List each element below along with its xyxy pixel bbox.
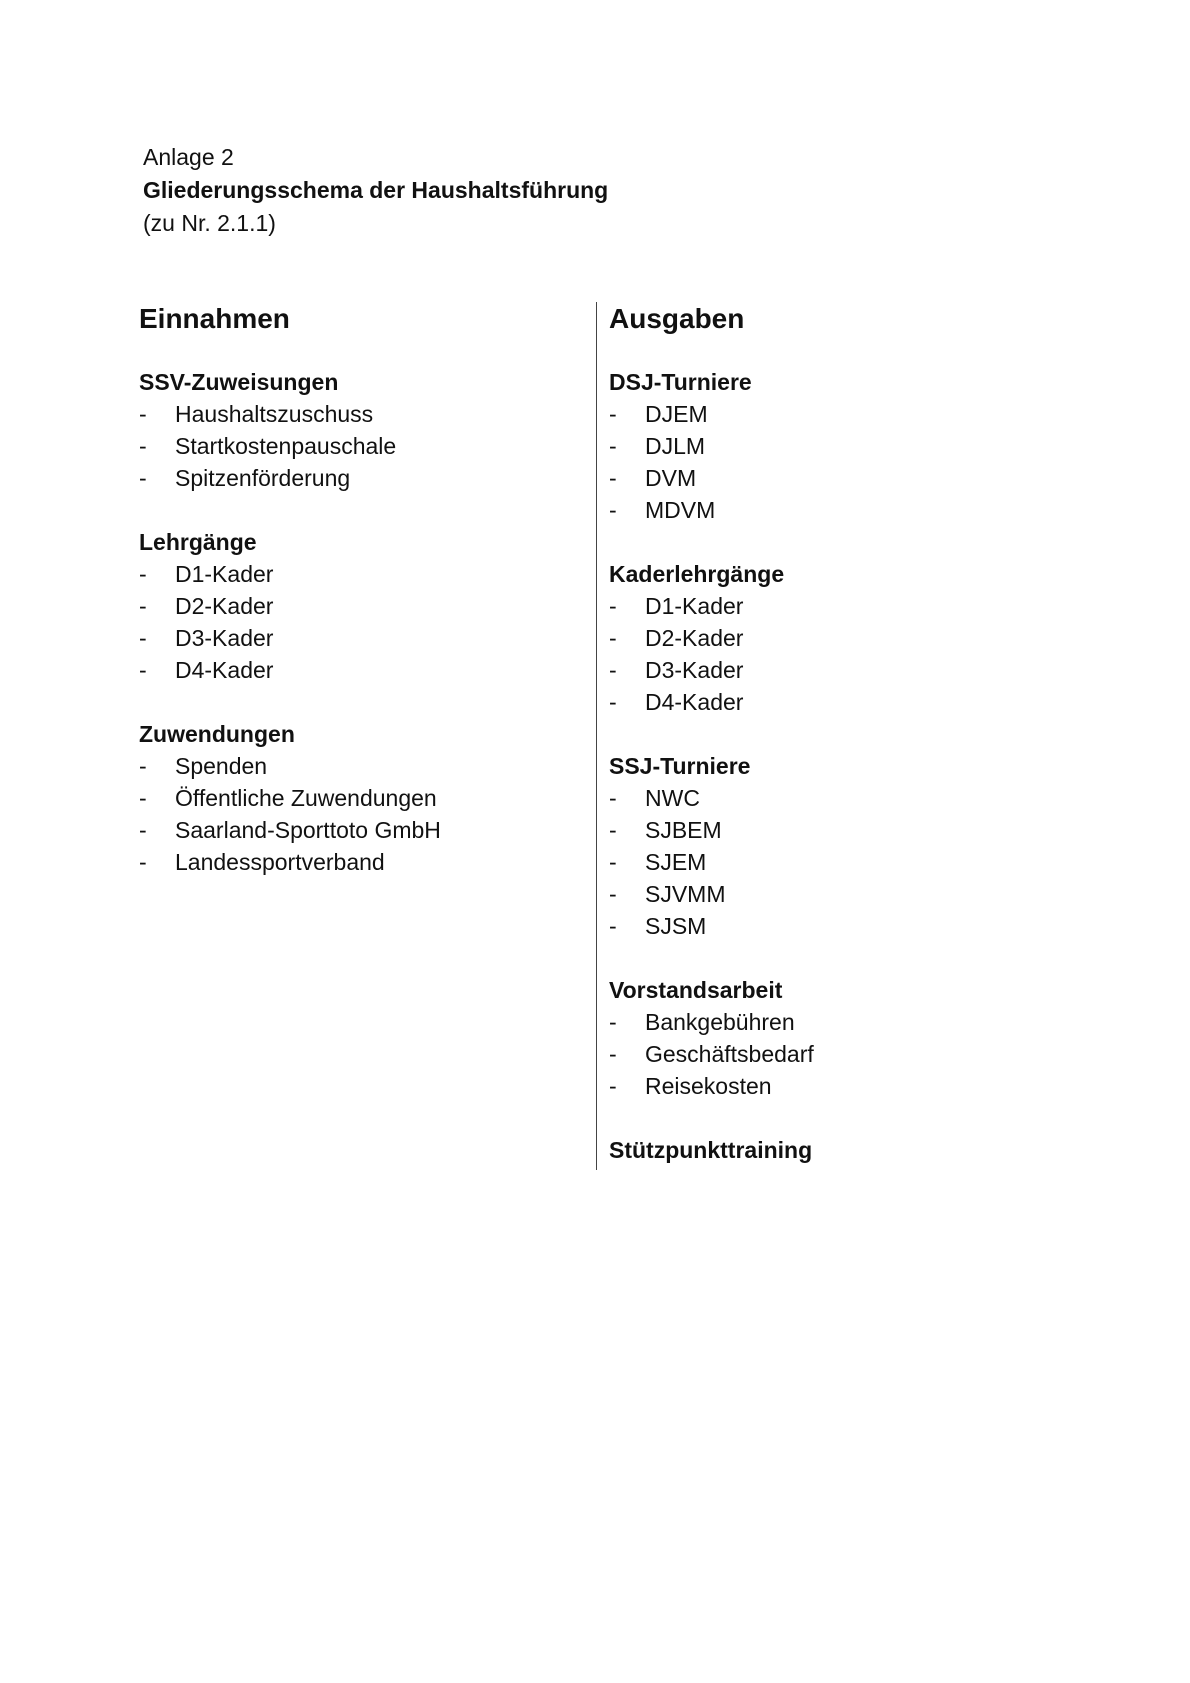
item-label: D3-Kader bbox=[645, 657, 744, 683]
list-item bbox=[609, 494, 1069, 526]
list-item bbox=[609, 590, 1069, 622]
bullet-dash: - bbox=[609, 881, 617, 907]
item-label: Startkostenpauschale bbox=[175, 433, 397, 459]
expenses-section bbox=[609, 558, 1069, 718]
section-title: DSJ-Turniere bbox=[609, 369, 752, 395]
expenses-column bbox=[609, 302, 1069, 1166]
bullet-dash: - bbox=[609, 1073, 617, 1099]
list-item bbox=[139, 462, 594, 494]
expenses-section bbox=[609, 750, 1069, 942]
bullet-dash: - bbox=[609, 1009, 617, 1035]
list-item bbox=[609, 846, 1069, 878]
bullet-dash: - bbox=[139, 657, 147, 683]
bullet-dash: - bbox=[609, 1041, 617, 1067]
section-title: Zuwendungen bbox=[139, 721, 295, 747]
column-divider bbox=[596, 302, 597, 1170]
section-title: Stützpunkttraining bbox=[609, 1137, 813, 1163]
bullet-dash: - bbox=[609, 689, 617, 715]
list-item bbox=[609, 1070, 1069, 1102]
item-label: Reisekosten bbox=[645, 1073, 772, 1099]
bullet-dash: - bbox=[139, 561, 147, 587]
bullet-dash: - bbox=[139, 817, 147, 843]
list-item bbox=[609, 814, 1069, 846]
expenses-section bbox=[609, 974, 1069, 1102]
list-item bbox=[139, 558, 594, 590]
item-label: DJEM bbox=[645, 401, 708, 427]
income-heading: Einnahmen bbox=[139, 303, 290, 334]
list-item bbox=[609, 1006, 1069, 1038]
bullet-dash: - bbox=[609, 401, 617, 427]
section-title: Kaderlehrgänge bbox=[609, 561, 785, 587]
bullet-dash: - bbox=[139, 401, 147, 427]
expenses-section bbox=[609, 366, 1069, 526]
item-label: DVM bbox=[645, 465, 697, 491]
bullet-dash: - bbox=[139, 593, 147, 619]
item-label: SJEM bbox=[645, 849, 707, 875]
item-label: D2-Kader bbox=[175, 593, 274, 619]
section-title: Vorstandsarbeit bbox=[609, 977, 783, 1003]
list-item bbox=[139, 590, 594, 622]
bullet-dash: - bbox=[609, 625, 617, 651]
list-item bbox=[139, 846, 594, 878]
item-label: Spenden bbox=[175, 753, 268, 779]
list-item bbox=[609, 878, 1069, 910]
list-item bbox=[609, 686, 1069, 718]
item-label: D2-Kader bbox=[645, 625, 744, 651]
item-label: D4-Kader bbox=[645, 689, 744, 715]
income-section bbox=[139, 366, 594, 494]
section-reference: (zu Nr. 2.1.1) bbox=[143, 210, 276, 236]
list-item bbox=[609, 398, 1069, 430]
bullet-dash: - bbox=[609, 657, 617, 683]
item-label: Landessportverband bbox=[175, 849, 385, 875]
bullet-dash: - bbox=[139, 465, 147, 491]
list-item bbox=[139, 814, 594, 846]
item-label: Bankgebühren bbox=[645, 1009, 795, 1035]
income-column bbox=[139, 302, 594, 878]
document-title: Gliederungsschema der Haushaltsführung bbox=[143, 177, 609, 203]
list-item bbox=[609, 782, 1069, 814]
section-title: SSJ-Turniere bbox=[609, 753, 751, 779]
list-item bbox=[139, 398, 594, 430]
section-title: Lehrgänge bbox=[139, 529, 257, 555]
budget-columns bbox=[139, 302, 1079, 1170]
item-label: D3-Kader bbox=[175, 625, 274, 651]
list-item bbox=[609, 430, 1069, 462]
document-header bbox=[143, 141, 608, 240]
item-label: NWC bbox=[645, 785, 700, 811]
bullet-dash: - bbox=[609, 433, 617, 459]
bullet-dash: - bbox=[609, 465, 617, 491]
bullet-dash: - bbox=[609, 497, 617, 523]
bullet-dash: - bbox=[609, 785, 617, 811]
item-label: SJSM bbox=[645, 913, 707, 939]
item-label: Spitzenförderung bbox=[175, 465, 351, 491]
list-item bbox=[139, 782, 594, 814]
item-label: DJLM bbox=[645, 433, 706, 459]
bullet-dash: - bbox=[609, 913, 617, 939]
item-label: Geschäftsbedarf bbox=[645, 1041, 814, 1067]
item-label: D4-Kader bbox=[175, 657, 274, 683]
bullet-dash: - bbox=[609, 593, 617, 619]
item-label: MDVM bbox=[645, 497, 716, 523]
bullet-dash: - bbox=[139, 625, 147, 651]
annex-label: Anlage 2 bbox=[143, 144, 234, 170]
list-item bbox=[139, 622, 594, 654]
bullet-dash: - bbox=[139, 753, 147, 779]
section-title: SSV-Zuweisungen bbox=[139, 369, 339, 395]
list-item bbox=[139, 750, 594, 782]
income-section bbox=[139, 718, 594, 878]
bullet-dash: - bbox=[139, 433, 147, 459]
list-item bbox=[609, 1038, 1069, 1070]
item-label: D1-Kader bbox=[175, 561, 274, 587]
item-label: Haushaltszuschuss bbox=[175, 401, 374, 427]
item-label: SJBEM bbox=[645, 817, 722, 843]
list-item bbox=[139, 430, 594, 462]
list-item bbox=[609, 910, 1069, 942]
bullet-dash: - bbox=[139, 849, 147, 875]
list-item bbox=[139, 654, 594, 686]
list-item bbox=[609, 622, 1069, 654]
expenses-section bbox=[609, 1134, 1069, 1166]
item-label: SJVMM bbox=[645, 881, 726, 907]
bullet-dash: - bbox=[139, 785, 147, 811]
expenses-heading: Ausgaben bbox=[609, 303, 745, 334]
list-item bbox=[609, 654, 1069, 686]
income-section bbox=[139, 526, 594, 686]
item-label: Öffentliche Zuwendungen bbox=[175, 785, 437, 811]
list-item bbox=[609, 462, 1069, 494]
bullet-dash: - bbox=[609, 817, 617, 843]
bullet-dash: - bbox=[609, 849, 617, 875]
item-label: D1-Kader bbox=[645, 593, 744, 619]
item-label: Saarland-Sporttoto GmbH bbox=[175, 817, 441, 843]
